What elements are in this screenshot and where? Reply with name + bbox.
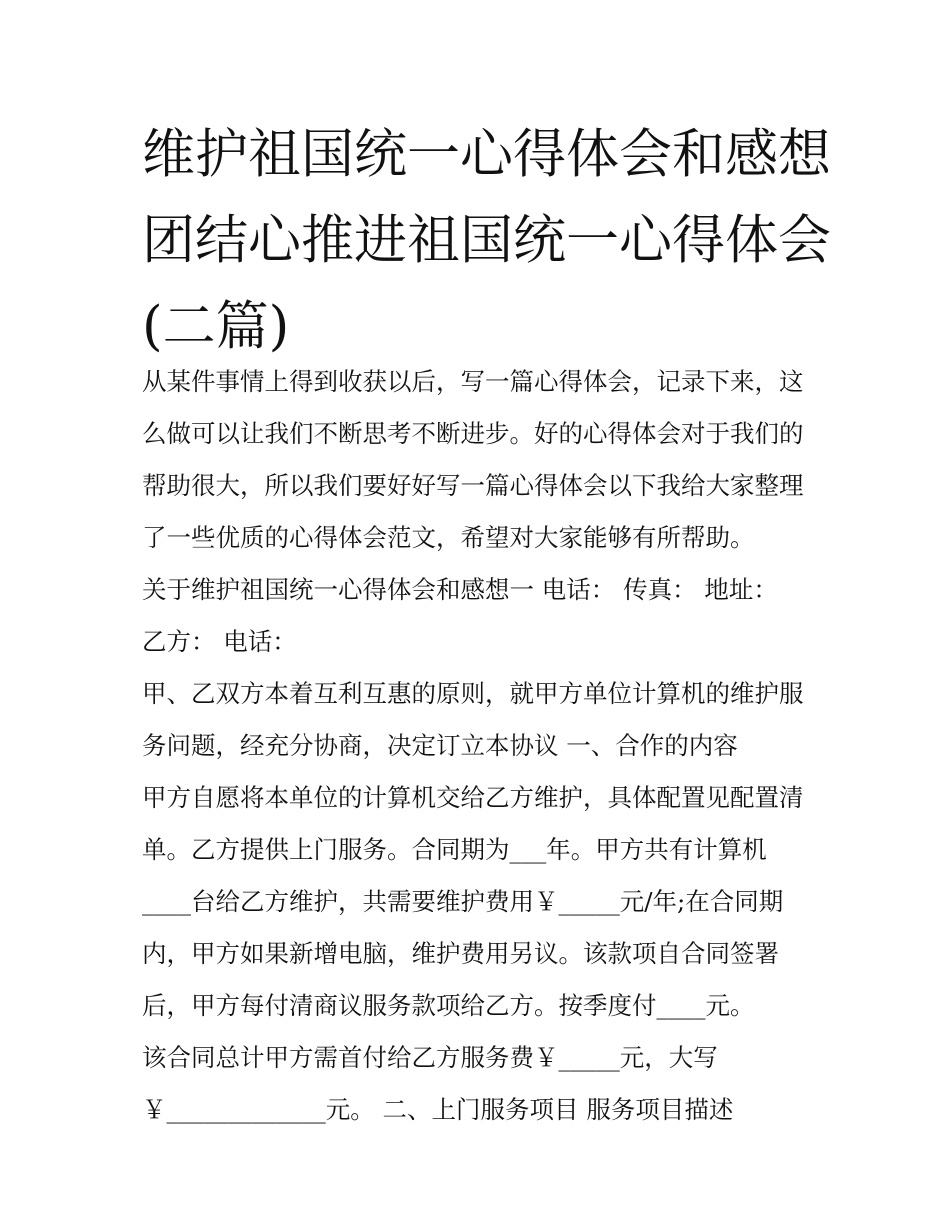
body-line: 该合同总计甲方需首付给乙方服务费￥_____元，大写 xyxy=(142,1043,718,1072)
body-line: 甲方自愿将本单位的计算机交给乙方维护，具体配置见配置清 xyxy=(142,783,804,812)
body-line: 后，甲方每付清商议服务款项给乙方。按季度付____元。 xyxy=(142,991,755,1020)
title-line-2: 团结心推进祖国统一心得体会 xyxy=(142,210,831,271)
body-line: 乙方： 电话： xyxy=(142,627,297,656)
body-line: 帮助很大，所以我们要好好写一篇心得体会以下我给大家整理 xyxy=(142,471,804,500)
document-body xyxy=(142,356,832,1136)
body-line: 内，甲方如果新增电脑，维护费用另议。该款项自合同签署 xyxy=(142,939,779,968)
body-line: 务问题，经充分协商，决定订立本协议 一、合作的内容 xyxy=(142,731,738,760)
body-line: 么做可以让我们不断思考不断进步。好的心得体会对于我们的 xyxy=(142,419,804,448)
title-line-3: (二篇) xyxy=(142,296,290,357)
body-line: 单。乙方提供上门服务。合同期为___年。甲方共有计算机 xyxy=(142,835,767,864)
body-line: ￥_____________元。 二、上门服务项目 服务项目描述 xyxy=(142,1095,734,1124)
body-line: 甲、乙双方本着互利互惠的原则，就甲方单位计算机的维护服 xyxy=(142,679,804,708)
body-line: 了一些优质的心得体会范文，希望对大家能够有所帮助。 xyxy=(142,523,755,552)
body-line: ____台给乙方维护，共需要维护费用￥_____元/年;在合同期 xyxy=(142,887,784,916)
body-line: 从某件事情上得到收获以后，写一篇心得体会，记录下来，这 xyxy=(142,367,804,396)
document-title xyxy=(142,112,832,370)
body-line: 关于维护祖国统一心得体会和感想一 电话： 传真： 地址： xyxy=(142,575,778,604)
title-line-1: 维护祖国统一心得体会和感想 xyxy=(142,124,831,185)
